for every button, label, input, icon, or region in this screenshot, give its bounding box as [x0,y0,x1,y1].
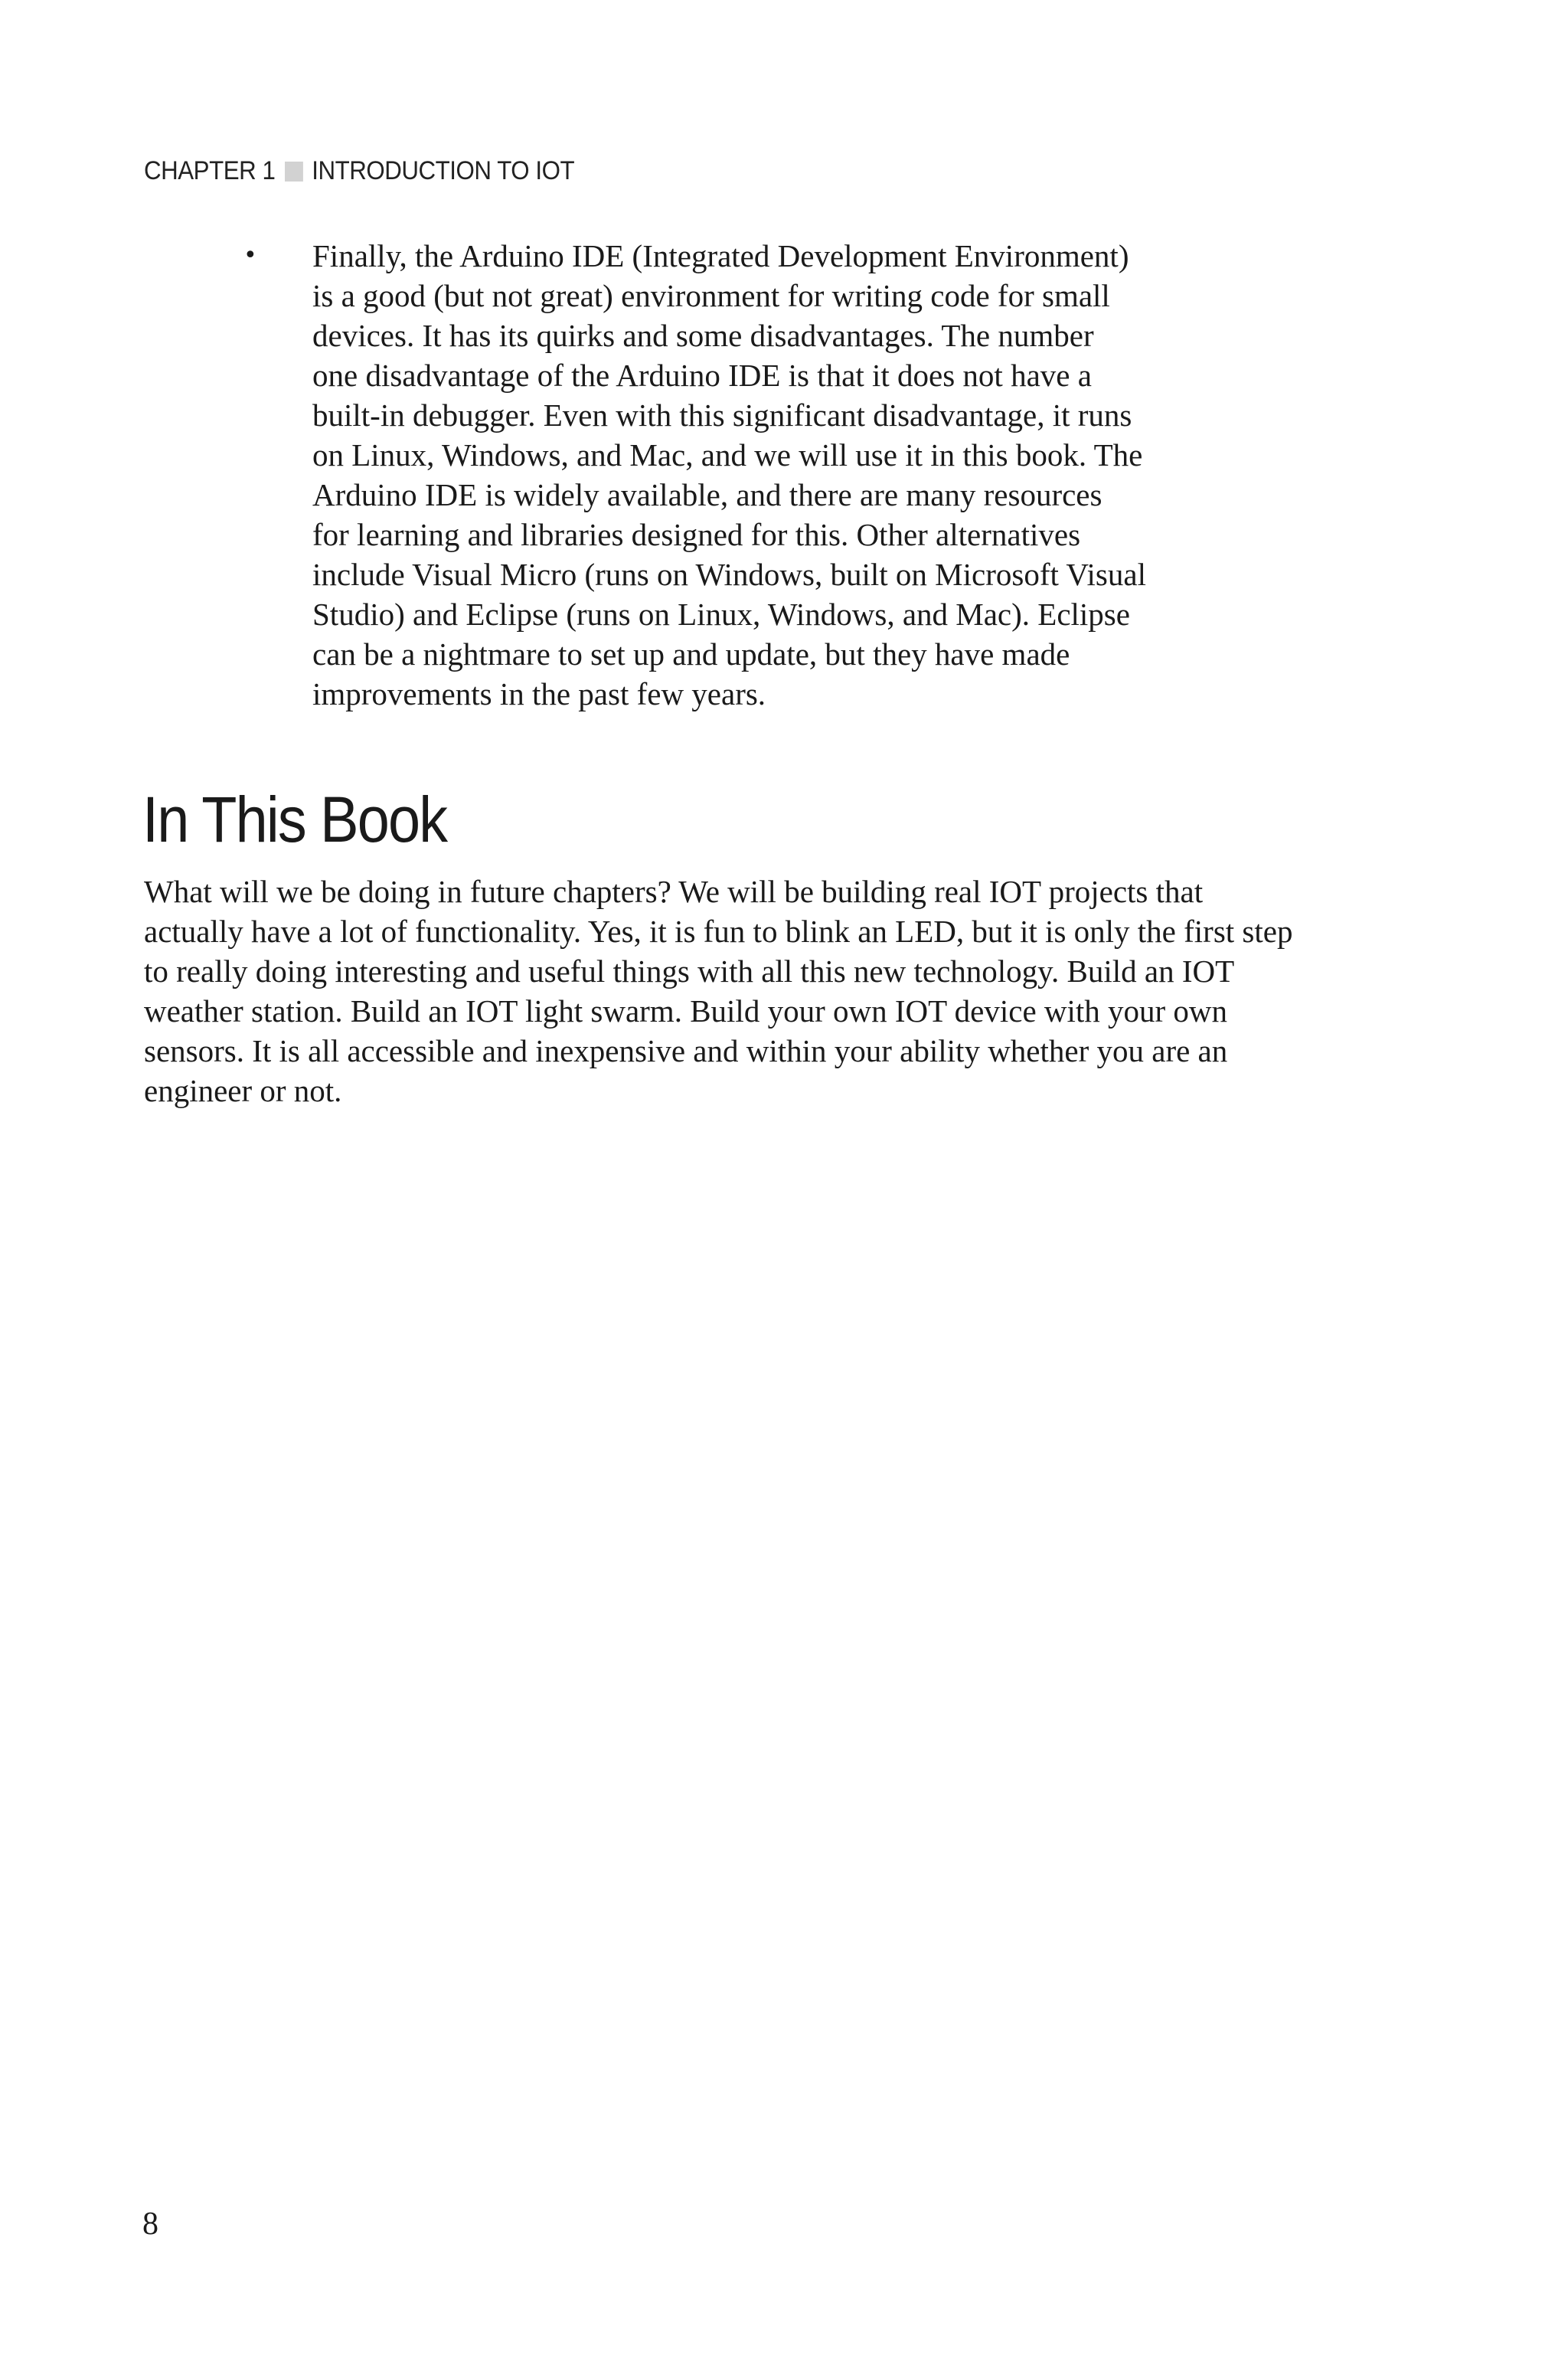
bullet-line: Arduino IDE is widely available, and there are many resources [312,477,1102,512]
paragraph-line: weather station. Build an IOT light swarm. Build your own IOT device with your own [144,993,1228,1029]
section-heading: In This Book [142,783,447,855]
bullet-icon: • [243,242,257,269]
bullet-line: is a good (but not great) environment for writing code for small [312,278,1110,313]
bullet-line: built-in debugger. Even with this significant disadvantage, it runs [312,397,1132,433]
bullet-line: improvements in the past few years. [312,676,766,711]
bullet-text [312,236,1231,714]
bullet-line: can be a nightmare to set up and update, but they have made [312,636,1070,672]
bullet-list-item [243,236,1231,714]
bullet-line: one disadvantage of the Arduino IDE is that it does not have a [312,358,1092,393]
running-header [144,156,574,186]
bullet-line: devices. It has its quirks and some disadvantages. The number [312,318,1094,353]
bullet-line: include Visual Micro (runs on Windows, built on Microsoft Visual [312,557,1146,592]
header-separator-square-icon [285,162,303,182]
bullet-line: Studio) and Eclipse (runs on Linux, Windows, and Mac). Eclipse [312,597,1130,632]
paragraph-line: sensors. It is all accessible and inexpensive and within your ability whether you are an [144,1033,1228,1068]
bullet-line: for learning and libraries designed for this. Other alternatives [312,517,1081,552]
paragraph-line: to really doing interesting and useful things with all this new technology. Build an IOT [144,953,1235,989]
bullet-line: Finally, the Arduino IDE (Integrated Development Environment) [312,238,1129,273]
paragraph-line: actually have a lot of functionality. Yes, it is fun to blink an LED, but it is only the first step [144,914,1293,949]
chapter-title: INTRODUCTION TO IOT [312,156,575,185]
body-paragraph [144,872,1384,1110]
page-number: 8 [142,2206,158,2242]
paragraph-line: engineer or not. [144,1073,342,1108]
chapter-label: CHAPTER 1 [144,156,276,185]
paragraph-line: What will we be doing in future chapters? We will be building real IOT projects that [144,874,1204,909]
bullet-line: on Linux, Windows, and Mac, and we will use it in this book. The [312,437,1143,473]
